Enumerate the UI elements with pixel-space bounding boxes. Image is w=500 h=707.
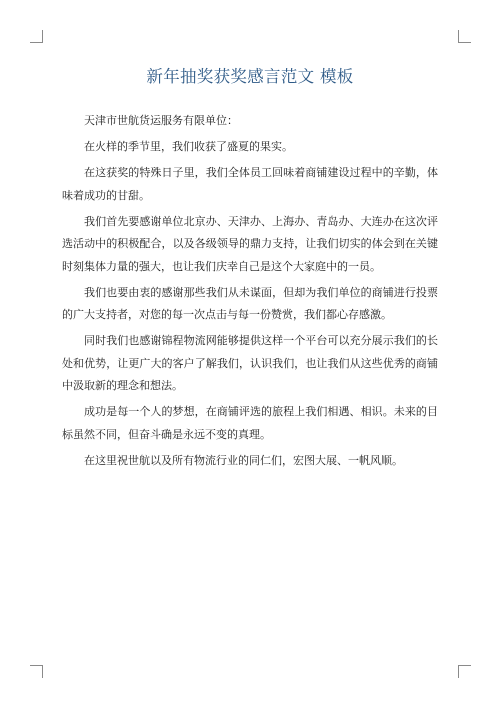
body-paragraph: 在火样的季节里，我们收获了盛夏的果实。 (84, 140, 293, 153)
body-paragraph: 我们也要由衷的感谢那些我们从未谋面，但却为我们单位的商铺进行投票的广大支持者，对您的每一次点击与每一份赞赏，我们都心存感激。 (62, 285, 438, 321)
salutation: 天津市世航货运服务有限单位： (84, 114, 238, 127)
crop-mark-top-left (30, 30, 43, 43)
body-paragraph: 我们首先要感谢单位北京办、天津办、上海办、青岛办、大连办在这次评选活动中的积极配合，以及各级领导的鼎力支持，让我们切实的体会到在关键时刻集体力量的强大，也让我们庆幸自己是这个大家庭中的一员。 (62, 214, 438, 273)
crop-mark-top-right (458, 30, 471, 43)
crop-mark-bottom-left (30, 665, 43, 678)
crop-mark-bottom-right (458, 665, 471, 678)
body-paragraph: 成功是每一个人的梦想，在商铺评选的旅程上我们相遇、相识。未来的目标虽然不同，但奋斗确是永远不变的真理。 (62, 405, 438, 441)
body-paragraph: 在这获奖的特殊日子里，我们全体员工回味着商铺建设过程中的辛勤，体味着成功的甘甜。 (62, 166, 438, 202)
body-paragraph: 在这里祝世航以及所有物流行业的同仁们，宏图大展、一帆风顺。 (84, 453, 403, 467)
document-title: 新年抽奖获奖感言范文 模板 (146, 67, 354, 86)
body-paragraph: 同时我们也感谢锦程物流网能够提供这样一个平台可以充分展示我们的长处和优势，让更广大的客户了解我们，认识我们，也让我们从这些优秀的商铺中汲取新的理念和想法。 (62, 334, 438, 392)
document-body (62, 110, 438, 476)
